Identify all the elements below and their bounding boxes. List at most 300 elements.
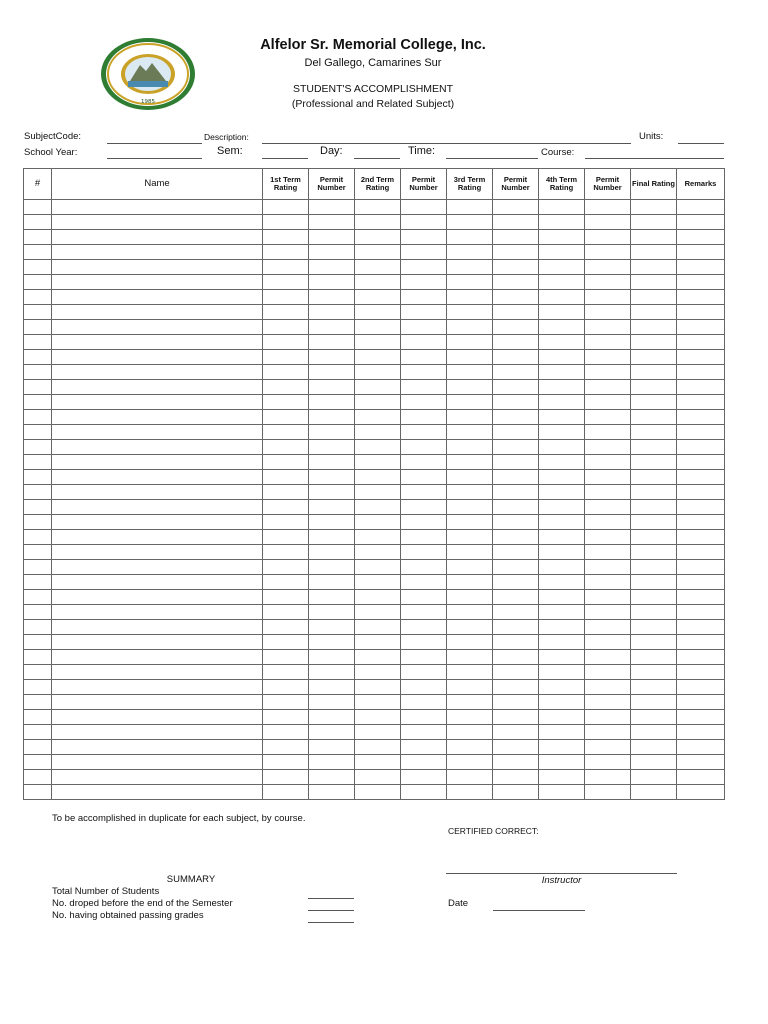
- table-cell[interactable]: [631, 545, 677, 560]
- table-cell[interactable]: [447, 380, 493, 395]
- table-cell[interactable]: [52, 335, 263, 350]
- table-cell[interactable]: [677, 635, 725, 650]
- table-cell[interactable]: [263, 560, 309, 575]
- table-cell[interactable]: [309, 590, 355, 605]
- table-cell[interactable]: [309, 695, 355, 710]
- table-cell[interactable]: [493, 305, 539, 320]
- table-cell[interactable]: [631, 650, 677, 665]
- table-cell[interactable]: [24, 560, 52, 575]
- table-cell[interactable]: [493, 650, 539, 665]
- table-cell[interactable]: [631, 680, 677, 695]
- table-cell[interactable]: [493, 230, 539, 245]
- table-cell[interactable]: [355, 335, 401, 350]
- table-cell[interactable]: [52, 215, 263, 230]
- table-cell[interactable]: [447, 770, 493, 785]
- table-cell[interactable]: [263, 395, 309, 410]
- table-cell[interactable]: [263, 680, 309, 695]
- table-cell[interactable]: [493, 710, 539, 725]
- table-cell[interactable]: [447, 245, 493, 260]
- table-cell[interactable]: [493, 365, 539, 380]
- table-cell[interactable]: [24, 620, 52, 635]
- table-cell[interactable]: [539, 500, 585, 515]
- table-cell[interactable]: [24, 740, 52, 755]
- table-cell[interactable]: [539, 425, 585, 440]
- table-cell[interactable]: [24, 485, 52, 500]
- table-cell[interactable]: [631, 335, 677, 350]
- table-cell[interactable]: [493, 260, 539, 275]
- table-cell[interactable]: [355, 470, 401, 485]
- table-cell[interactable]: [539, 215, 585, 230]
- table-cell[interactable]: [585, 395, 631, 410]
- table-cell[interactable]: [677, 605, 725, 620]
- table-cell[interactable]: [309, 575, 355, 590]
- table-cell[interactable]: [263, 230, 309, 245]
- table-cell[interactable]: [263, 260, 309, 275]
- table-cell[interactable]: [585, 320, 631, 335]
- table-cell[interactable]: [263, 485, 309, 500]
- table-cell[interactable]: [309, 665, 355, 680]
- table-cell[interactable]: [585, 245, 631, 260]
- table-cell[interactable]: [263, 365, 309, 380]
- table-cell[interactable]: [309, 740, 355, 755]
- summary-dropped-field[interactable]: [308, 910, 354, 911]
- table-cell[interactable]: [539, 320, 585, 335]
- table-cell[interactable]: [52, 740, 263, 755]
- table-cell[interactable]: [631, 755, 677, 770]
- table-cell[interactable]: [585, 725, 631, 740]
- table-cell[interactable]: [263, 695, 309, 710]
- table-cell[interactable]: [631, 740, 677, 755]
- table-cell[interactable]: [24, 605, 52, 620]
- table-cell[interactable]: [493, 215, 539, 230]
- table-cell[interactable]: [52, 680, 263, 695]
- table-cell[interactable]: [493, 740, 539, 755]
- table-cell[interactable]: [263, 785, 309, 800]
- table-cell[interactable]: [263, 710, 309, 725]
- table-cell[interactable]: [52, 470, 263, 485]
- table-cell[interactable]: [355, 560, 401, 575]
- date-field[interactable]: [493, 910, 585, 911]
- table-cell[interactable]: [52, 260, 263, 275]
- table-cell[interactable]: [631, 665, 677, 680]
- table-cell[interactable]: [355, 395, 401, 410]
- table-cell[interactable]: [263, 575, 309, 590]
- table-cell[interactable]: [631, 275, 677, 290]
- table-cell[interactable]: [401, 290, 447, 305]
- table-cell[interactable]: [309, 395, 355, 410]
- table-cell[interactable]: [401, 485, 447, 500]
- table-cell[interactable]: [585, 545, 631, 560]
- table-cell[interactable]: [24, 755, 52, 770]
- table-cell[interactable]: [677, 530, 725, 545]
- table-cell[interactable]: [447, 275, 493, 290]
- table-cell[interactable]: [447, 590, 493, 605]
- table-cell[interactable]: [355, 755, 401, 770]
- summary-total-field[interactable]: [308, 898, 354, 899]
- table-cell[interactable]: [631, 425, 677, 440]
- table-cell[interactable]: [52, 380, 263, 395]
- table-cell[interactable]: [355, 635, 401, 650]
- table-cell[interactable]: [447, 575, 493, 590]
- table-cell[interactable]: [309, 425, 355, 440]
- table-cell[interactable]: [24, 230, 52, 245]
- table-cell[interactable]: [263, 275, 309, 290]
- table-cell[interactable]: [52, 530, 263, 545]
- units-field[interactable]: [678, 143, 724, 144]
- table-cell[interactable]: [355, 230, 401, 245]
- table-cell[interactable]: [631, 215, 677, 230]
- table-cell[interactable]: [355, 290, 401, 305]
- table-cell[interactable]: [539, 410, 585, 425]
- table-cell[interactable]: [677, 755, 725, 770]
- table-cell[interactable]: [631, 605, 677, 620]
- table-cell[interactable]: [539, 575, 585, 590]
- table-cell[interactable]: [585, 305, 631, 320]
- time-field[interactable]: [446, 158, 538, 159]
- table-cell[interactable]: [585, 350, 631, 365]
- table-cell[interactable]: [24, 590, 52, 605]
- table-cell[interactable]: [539, 695, 585, 710]
- table-cell[interactable]: [401, 770, 447, 785]
- table-cell[interactable]: [263, 440, 309, 455]
- table-cell[interactable]: [355, 410, 401, 425]
- table-cell[interactable]: [631, 245, 677, 260]
- table-cell[interactable]: [24, 200, 52, 215]
- table-cell[interactable]: [447, 545, 493, 560]
- table-cell[interactable]: [52, 500, 263, 515]
- table-cell[interactable]: [263, 650, 309, 665]
- table-cell[interactable]: [493, 500, 539, 515]
- table-cell[interactable]: [447, 470, 493, 485]
- table-cell[interactable]: [631, 635, 677, 650]
- table-cell[interactable]: [631, 770, 677, 785]
- table-cell[interactable]: [447, 230, 493, 245]
- table-cell[interactable]: [493, 605, 539, 620]
- table-cell[interactable]: [677, 470, 725, 485]
- table-cell[interactable]: [355, 245, 401, 260]
- table-cell[interactable]: [263, 215, 309, 230]
- table-cell[interactable]: [493, 485, 539, 500]
- table-cell[interactable]: [493, 515, 539, 530]
- table-cell[interactable]: [631, 530, 677, 545]
- day-field[interactable]: [354, 158, 400, 159]
- table-cell[interactable]: [585, 290, 631, 305]
- table-cell[interactable]: [24, 470, 52, 485]
- table-cell[interactable]: [401, 755, 447, 770]
- table-cell[interactable]: [24, 245, 52, 260]
- table-cell[interactable]: [677, 515, 725, 530]
- school-year-field[interactable]: [107, 158, 202, 159]
- table-cell[interactable]: [355, 275, 401, 290]
- table-cell[interactable]: [631, 410, 677, 425]
- table-cell[interactable]: [401, 545, 447, 560]
- table-cell[interactable]: [539, 680, 585, 695]
- table-cell[interactable]: [401, 530, 447, 545]
- table-cell[interactable]: [539, 260, 585, 275]
- table-cell[interactable]: [447, 365, 493, 380]
- table-cell[interactable]: [493, 590, 539, 605]
- table-cell[interactable]: [585, 755, 631, 770]
- table-cell[interactable]: [24, 785, 52, 800]
- table-cell[interactable]: [493, 275, 539, 290]
- table-cell[interactable]: [401, 410, 447, 425]
- table-cell[interactable]: [309, 725, 355, 740]
- table-cell[interactable]: [585, 215, 631, 230]
- table-cell[interactable]: [24, 275, 52, 290]
- table-cell[interactable]: [539, 470, 585, 485]
- table-cell[interactable]: [493, 665, 539, 680]
- table-cell[interactable]: [539, 350, 585, 365]
- table-cell[interactable]: [355, 695, 401, 710]
- table-cell[interactable]: [493, 725, 539, 740]
- table-cell[interactable]: [677, 200, 725, 215]
- table-cell[interactable]: [493, 455, 539, 470]
- table-cell[interactable]: [447, 410, 493, 425]
- table-cell[interactable]: [309, 380, 355, 395]
- table-cell[interactable]: [309, 620, 355, 635]
- table-cell[interactable]: [355, 440, 401, 455]
- table-cell[interactable]: [631, 440, 677, 455]
- table-cell[interactable]: [309, 560, 355, 575]
- table-cell[interactable]: [401, 500, 447, 515]
- table-cell[interactable]: [493, 695, 539, 710]
- table-cell[interactable]: [355, 320, 401, 335]
- table-cell[interactable]: [585, 620, 631, 635]
- table-cell[interactable]: [309, 230, 355, 245]
- table-cell[interactable]: [493, 560, 539, 575]
- table-cell[interactable]: [585, 380, 631, 395]
- table-cell[interactable]: [539, 560, 585, 575]
- table-cell[interactable]: [631, 695, 677, 710]
- table-cell[interactable]: [401, 635, 447, 650]
- table-cell[interactable]: [309, 755, 355, 770]
- table-cell[interactable]: [309, 260, 355, 275]
- table-cell[interactable]: [355, 575, 401, 590]
- table-cell[interactable]: [677, 740, 725, 755]
- table-cell[interactable]: [447, 725, 493, 740]
- table-cell[interactable]: [52, 485, 263, 500]
- table-cell[interactable]: [401, 740, 447, 755]
- table-cell[interactable]: [585, 335, 631, 350]
- table-cell[interactable]: [585, 485, 631, 500]
- table-cell[interactable]: [52, 425, 263, 440]
- table-cell[interactable]: [52, 515, 263, 530]
- table-cell[interactable]: [52, 665, 263, 680]
- table-cell[interactable]: [447, 455, 493, 470]
- table-cell[interactable]: [52, 305, 263, 320]
- table-cell[interactable]: [677, 455, 725, 470]
- table-cell[interactable]: [24, 680, 52, 695]
- table-cell[interactable]: [677, 725, 725, 740]
- table-cell[interactable]: [52, 455, 263, 470]
- table-cell[interactable]: [401, 440, 447, 455]
- table-cell[interactable]: [355, 485, 401, 500]
- table-cell[interactable]: [309, 215, 355, 230]
- table-cell[interactable]: [309, 470, 355, 485]
- table-cell[interactable]: [447, 635, 493, 650]
- table-cell[interactable]: [631, 380, 677, 395]
- table-cell[interactable]: [539, 725, 585, 740]
- table-cell[interactable]: [401, 695, 447, 710]
- table-cell[interactable]: [52, 710, 263, 725]
- table-cell[interactable]: [309, 350, 355, 365]
- table-cell[interactable]: [539, 590, 585, 605]
- table-cell[interactable]: [677, 590, 725, 605]
- table-cell[interactable]: [263, 200, 309, 215]
- table-cell[interactable]: [585, 230, 631, 245]
- table-cell[interactable]: [309, 290, 355, 305]
- table-cell[interactable]: [631, 320, 677, 335]
- table-cell[interactable]: [263, 755, 309, 770]
- table-cell[interactable]: [401, 725, 447, 740]
- table-cell[interactable]: [677, 350, 725, 365]
- table-cell[interactable]: [355, 740, 401, 755]
- table-cell[interactable]: [401, 620, 447, 635]
- table-cell[interactable]: [631, 230, 677, 245]
- table-cell[interactable]: [585, 605, 631, 620]
- table-cell[interactable]: [263, 590, 309, 605]
- table-cell[interactable]: [493, 350, 539, 365]
- table-cell[interactable]: [539, 740, 585, 755]
- table-cell[interactable]: [677, 560, 725, 575]
- table-cell[interactable]: [585, 785, 631, 800]
- table-cell[interactable]: [263, 455, 309, 470]
- course-field[interactable]: [585, 158, 724, 159]
- table-cell[interactable]: [52, 755, 263, 770]
- table-cell[interactable]: [677, 380, 725, 395]
- table-cell[interactable]: [493, 425, 539, 440]
- table-cell[interactable]: [677, 695, 725, 710]
- table-cell[interactable]: [539, 755, 585, 770]
- table-cell[interactable]: [52, 365, 263, 380]
- table-cell[interactable]: [24, 335, 52, 350]
- table-cell[interactable]: [24, 425, 52, 440]
- table-cell[interactable]: [677, 650, 725, 665]
- table-cell[interactable]: [263, 380, 309, 395]
- table-cell[interactable]: [677, 425, 725, 440]
- table-cell[interactable]: [677, 290, 725, 305]
- table-cell[interactable]: [401, 425, 447, 440]
- table-cell[interactable]: [447, 260, 493, 275]
- table-cell[interactable]: [677, 245, 725, 260]
- table-cell[interactable]: [631, 515, 677, 530]
- table-cell[interactable]: [309, 245, 355, 260]
- table-cell[interactable]: [677, 440, 725, 455]
- table-cell[interactable]: [493, 785, 539, 800]
- table-cell[interactable]: [401, 650, 447, 665]
- table-cell[interactable]: [24, 455, 52, 470]
- table-cell[interactable]: [585, 770, 631, 785]
- table-cell[interactable]: [401, 590, 447, 605]
- table-cell[interactable]: [401, 335, 447, 350]
- table-cell[interactable]: [493, 635, 539, 650]
- table-cell[interactable]: [24, 770, 52, 785]
- table-cell[interactable]: [309, 680, 355, 695]
- table-cell[interactable]: [355, 350, 401, 365]
- table-cell[interactable]: [585, 260, 631, 275]
- table-cell[interactable]: [355, 515, 401, 530]
- table-cell[interactable]: [309, 605, 355, 620]
- table-cell[interactable]: [401, 515, 447, 530]
- table-cell[interactable]: [401, 665, 447, 680]
- table-cell[interactable]: [263, 740, 309, 755]
- table-cell[interactable]: [309, 335, 355, 350]
- table-cell[interactable]: [585, 680, 631, 695]
- table-cell[interactable]: [24, 545, 52, 560]
- table-cell[interactable]: [263, 290, 309, 305]
- table-cell[interactable]: [309, 500, 355, 515]
- table-cell[interactable]: [401, 275, 447, 290]
- table-cell[interactable]: [447, 290, 493, 305]
- table-cell[interactable]: [24, 305, 52, 320]
- table-cell[interactable]: [585, 455, 631, 470]
- table-cell[interactable]: [263, 305, 309, 320]
- table-cell[interactable]: [309, 710, 355, 725]
- instructor-signature[interactable]: Instructor: [446, 873, 677, 886]
- table-cell[interactable]: [447, 200, 493, 215]
- table-cell[interactable]: [24, 260, 52, 275]
- table-cell[interactable]: [263, 620, 309, 635]
- table-cell[interactable]: [539, 665, 585, 680]
- table-cell[interactable]: [631, 560, 677, 575]
- table-cell[interactable]: [539, 455, 585, 470]
- table-cell[interactable]: [677, 485, 725, 500]
- table-cell[interactable]: [447, 695, 493, 710]
- table-cell[interactable]: [539, 650, 585, 665]
- table-cell[interactable]: [24, 500, 52, 515]
- table-cell[interactable]: [447, 350, 493, 365]
- table-cell[interactable]: [309, 305, 355, 320]
- table-cell[interactable]: [631, 725, 677, 740]
- table-cell[interactable]: [539, 605, 585, 620]
- table-cell[interactable]: [539, 620, 585, 635]
- table-cell[interactable]: [447, 650, 493, 665]
- table-cell[interactable]: [52, 575, 263, 590]
- table-cell[interactable]: [24, 440, 52, 455]
- table-cell[interactable]: [401, 605, 447, 620]
- table-cell[interactable]: [263, 515, 309, 530]
- table-cell[interactable]: [447, 755, 493, 770]
- table-cell[interactable]: [677, 770, 725, 785]
- table-cell[interactable]: [493, 200, 539, 215]
- table-cell[interactable]: [355, 305, 401, 320]
- table-cell[interactable]: [585, 500, 631, 515]
- table-cell[interactable]: [24, 515, 52, 530]
- table-cell[interactable]: [309, 455, 355, 470]
- table-cell[interactable]: [585, 365, 631, 380]
- table-cell[interactable]: [631, 590, 677, 605]
- table-cell[interactable]: [539, 515, 585, 530]
- table-cell[interactable]: [309, 320, 355, 335]
- table-cell[interactable]: [447, 605, 493, 620]
- table-cell[interactable]: [447, 785, 493, 800]
- table-cell[interactable]: [355, 380, 401, 395]
- table-cell[interactable]: [24, 530, 52, 545]
- table-cell[interactable]: [539, 485, 585, 500]
- table-cell[interactable]: [52, 230, 263, 245]
- table-cell[interactable]: [401, 395, 447, 410]
- table-cell[interactable]: [24, 650, 52, 665]
- table-cell[interactable]: [52, 395, 263, 410]
- table-cell[interactable]: [539, 545, 585, 560]
- table-cell[interactable]: [677, 620, 725, 635]
- table-cell[interactable]: [401, 305, 447, 320]
- table-cell[interactable]: [52, 770, 263, 785]
- table-cell[interactable]: [24, 725, 52, 740]
- table-cell[interactable]: [447, 335, 493, 350]
- table-cell[interactable]: [263, 425, 309, 440]
- table-cell[interactable]: [631, 620, 677, 635]
